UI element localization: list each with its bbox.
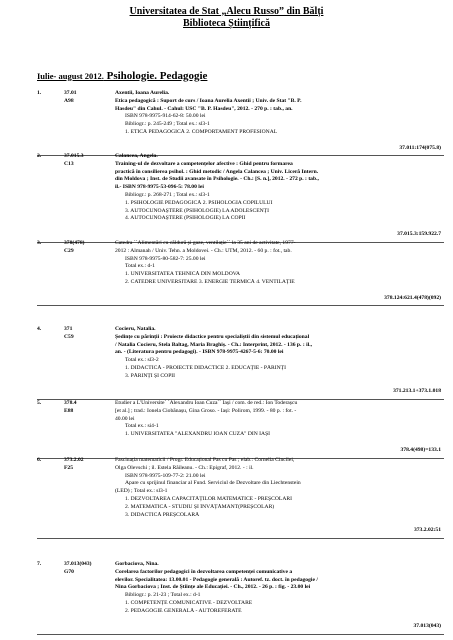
library-name: Biblioteca Științifică bbox=[183, 18, 270, 29]
subject-heading: 3. DIDACTICĂ PREȘCOLARĂ bbox=[125, 511, 200, 518]
entry-description bbox=[115, 561, 441, 616]
description-line: Fascinația matematicii / Progr. Educațional Pas cu Pas ; elab.: Cornelia Cincilei, bbox=[115, 457, 295, 463]
description-line: [et al.] ; trad.: Ionela Ciobănașu, Gina Groso. - Iași: Polirom, 1999. - 80 p. : fot. - bbox=[115, 407, 297, 414]
classification-code: 371 bbox=[64, 326, 73, 332]
shelf-mark: 37.015.3:159.922.7 bbox=[397, 231, 441, 237]
cutter-number: A98 bbox=[64, 97, 74, 104]
entry-number: 1. bbox=[37, 90, 42, 96]
description-line: din Moldova ; Inst. de Studii avansate în Psihologie. - Ch.: [S. n.], 2012. - 272 p. : tab., bbox=[115, 176, 319, 183]
description-line: Ședințe cu părinții : Proiecte didactice pentru specialiștii din sistemul educațional bbox=[115, 333, 310, 340]
author-line: Gorbaciova, Nina. bbox=[115, 561, 159, 567]
entry-number: 5. bbox=[37, 400, 42, 406]
subject-heading: 2. PEDAGOGIE GENERALĂ - AUTOREFERATE bbox=[125, 607, 242, 614]
subject-heading: 1. UNIVERSITATEA "ALEXANDRU IOAN CUZA" DIN IAȘI bbox=[125, 431, 271, 438]
description-line: Corelarea factorilor pedagogici în dezvoltarea competenței comunicative a bbox=[115, 568, 293, 575]
author-line: Cocieru, Natalia. bbox=[115, 326, 156, 332]
classification-code: 378(478) bbox=[64, 240, 85, 246]
subject-heading: 1. COMPETENȚE COMUNICATIVE - DEZVOLTARE bbox=[125, 599, 253, 606]
entry-number: 4. bbox=[37, 326, 42, 332]
entry-description bbox=[115, 400, 441, 439]
entry-description bbox=[115, 457, 441, 519]
cutter-number: C29 bbox=[64, 247, 74, 254]
cutter-number: F25 bbox=[64, 464, 74, 471]
description-line: practică în consilierea psihol. : Ghid metodic / Angela Calancea ; Univ. Liceră Intern. bbox=[115, 168, 319, 175]
description-line: Total ex.: d-1 bbox=[125, 263, 155, 270]
entry-number: 2. bbox=[37, 153, 42, 159]
shelf-mark: 37.011:174(075.8) bbox=[399, 144, 441, 151]
entry-divider bbox=[37, 634, 444, 635]
subject-heading: 2. CATEDRE UNIVERSITARE 3. ENERGIE TERMICĂ 4. VENTILAȚIE bbox=[125, 278, 295, 285]
cutter-number: E88 bbox=[64, 407, 74, 414]
classification-code: 37.01 bbox=[64, 90, 77, 96]
subject-heading: 2. MATEMATICĂ - STUDIU ȘI ÎNVĂȚĂMÂNT(PREȘCOLAR) bbox=[125, 503, 275, 510]
subject-heading: 3. AUTOCUNOAȘTERE (PSIHOLOGIE) LA ADOLESCENȚI bbox=[125, 207, 269, 214]
shelf-mark: 378.124:621.4(478)(092) bbox=[384, 294, 441, 301]
section-subject: Psihologie. Pedagogie bbox=[103, 70, 208, 82]
entry-description bbox=[115, 90, 441, 137]
description-line: ISBN 978-9975-80-582-7: 25.00 lei bbox=[125, 255, 206, 262]
description-line: an. - (Literatura pentru pedagogi). - ISBN 978-9975-4267-5-6: 70.00 lei bbox=[115, 349, 284, 356]
cutter-number: G70 bbox=[64, 568, 74, 575]
description-line: elevilor. Specialitatea: 13.00.01 - Pedagogie generală : Autoref. tz. doct. în pedagogie / bbox=[115, 576, 318, 583]
description-line: Total ex.: si4-1 bbox=[125, 423, 159, 430]
shelf-mark: 37.013(043) bbox=[413, 623, 441, 630]
entry-number: 6. bbox=[37, 457, 42, 463]
entry-description bbox=[115, 326, 441, 381]
cutter-number: C13 bbox=[64, 160, 74, 167]
description-line: ISBN 978-9975-914-62-8: 50.00 lei bbox=[125, 113, 206, 120]
description-line: Bibliogr.: p. 268-271 ; Total ex.: sl3-1 bbox=[125, 191, 210, 198]
description-line: 40.00 lei bbox=[115, 415, 135, 422]
description-line: Etudier a L'Universite` `Alexandru Ioan Cuza`` Iași / com. de red.: Ion Toderașcu bbox=[115, 400, 298, 406]
university-name: Universitatea de Stat „Alecu Russo” din Bălți bbox=[129, 6, 324, 17]
subject-heading: 4. AUTOCUNOAȘTERE (PSIHOLOGIE) LA COPII bbox=[125, 215, 246, 222]
shelf-mark: 373.2.02:51 bbox=[413, 527, 441, 534]
description-line: Hasdeu" din Cahul. - Cahul: USC "B. P. Hasdeu", 2012. - 270 p. : tab., an. bbox=[115, 105, 293, 112]
description-line: Etica pedagogică : Suport de curs / Ioana Aurelia Axentii ; Univ. de Stat "B. P. bbox=[115, 97, 302, 104]
description-line: 2012 : Almanah / Univ. Tehn. a Moldovei. - Ch.: UTM, 2012. - 60 p. : fot., tab. bbox=[115, 247, 292, 254]
classification-code: 378.4 bbox=[64, 400, 77, 406]
entry-description bbox=[115, 240, 441, 287]
description-line: Total ex.: sl3-2 bbox=[125, 357, 159, 364]
shelf-mark: 378.4(498)=133.1 bbox=[400, 446, 441, 453]
classification-code: 37.015.3 bbox=[64, 153, 84, 159]
cutter-number: C59 bbox=[64, 333, 74, 340]
subject-heading: 3. PĂRINȚI ȘI COPII bbox=[125, 372, 176, 379]
subject-heading: 1. ETICĂ PEDAGOGICĂ 2. COMPORTAMENT PROFESIONAL bbox=[125, 128, 278, 135]
classification-code: 373.2.02 bbox=[64, 457, 84, 463]
description-line: (LED) ; Total ex.: sl3-1 bbox=[115, 488, 168, 495]
description-line: Bibliogr.: p. 21-23 ; Total ex.: d-1 bbox=[125, 592, 201, 599]
description-line: Catedra ``Alimentări cu căldură și gaze, ventilație`` la 35 ani de activitate, 1977- bbox=[115, 240, 296, 246]
shelf-mark: 371.213.1+373.1.018 bbox=[393, 388, 441, 395]
description-line: Nina Gorbaciova ; Inst. de Științe ale Educației. - Ch., 2012. - 26 p. : fig. - 23.00 lei bbox=[115, 584, 311, 591]
description-line: / Natalia Cocieru, Stela Baltag, Maria Braghiș. - Ch.: Interprint, 2012. - 136 p. : il., bbox=[115, 341, 313, 348]
description-line: Training-ul de dezvoltare a competențelor afective : Ghid pentru formarea bbox=[115, 160, 293, 167]
description-line: ISBN 978-9975-109-77-2: 21.00 lei bbox=[125, 472, 206, 479]
description-line: Olga Olevschi ; il. Estela Răileanu. - Ch.: Epigraf, 2012. - : il. bbox=[115, 464, 254, 471]
entry-number: 7. bbox=[37, 561, 42, 567]
subject-heading: 1. DEZVOLTAREA CAPACITĂȚILOR MATEMATICE - PREȘCOLARI bbox=[125, 495, 292, 502]
author-line: Calancea, Angela. bbox=[115, 153, 158, 159]
classification-code: 37.013(043) bbox=[64, 561, 92, 567]
entry-divider bbox=[37, 305, 444, 306]
subject-heading: 1. UNIVERSITATEA TEHNICĂ DIN MOLDOVA bbox=[125, 271, 241, 278]
section-period: Iulie- august 2012. bbox=[37, 71, 104, 81]
author-line: Axentii, Ioana Aurelia. bbox=[115, 90, 170, 96]
description-line: Bibliogr.: p. 245-249 ; Total ex.: sl3-1 bbox=[125, 121, 210, 128]
subject-heading: 1. PSIHOLOGIE PEDAGOGICĂ 2. PSIHOLOGIA COPILULUI bbox=[125, 199, 273, 206]
description-line: il.- ISBN 978-9975-53-096-5: 78.00 lei bbox=[115, 184, 204, 191]
section-title bbox=[37, 66, 207, 84]
subject-heading: 1. DIDACTICĂ - PROIECTE DIDACTICE 2. EDUCAȚIE - PĂRINȚI bbox=[125, 364, 286, 371]
entry-description bbox=[115, 153, 441, 223]
entry-divider bbox=[37, 538, 444, 539]
entry-number: 3. bbox=[37, 240, 42, 246]
description-line: Apare cu sprijinul financiar al Fund. Serviciul de Dezvoltare din Liechtenstein bbox=[125, 480, 301, 487]
